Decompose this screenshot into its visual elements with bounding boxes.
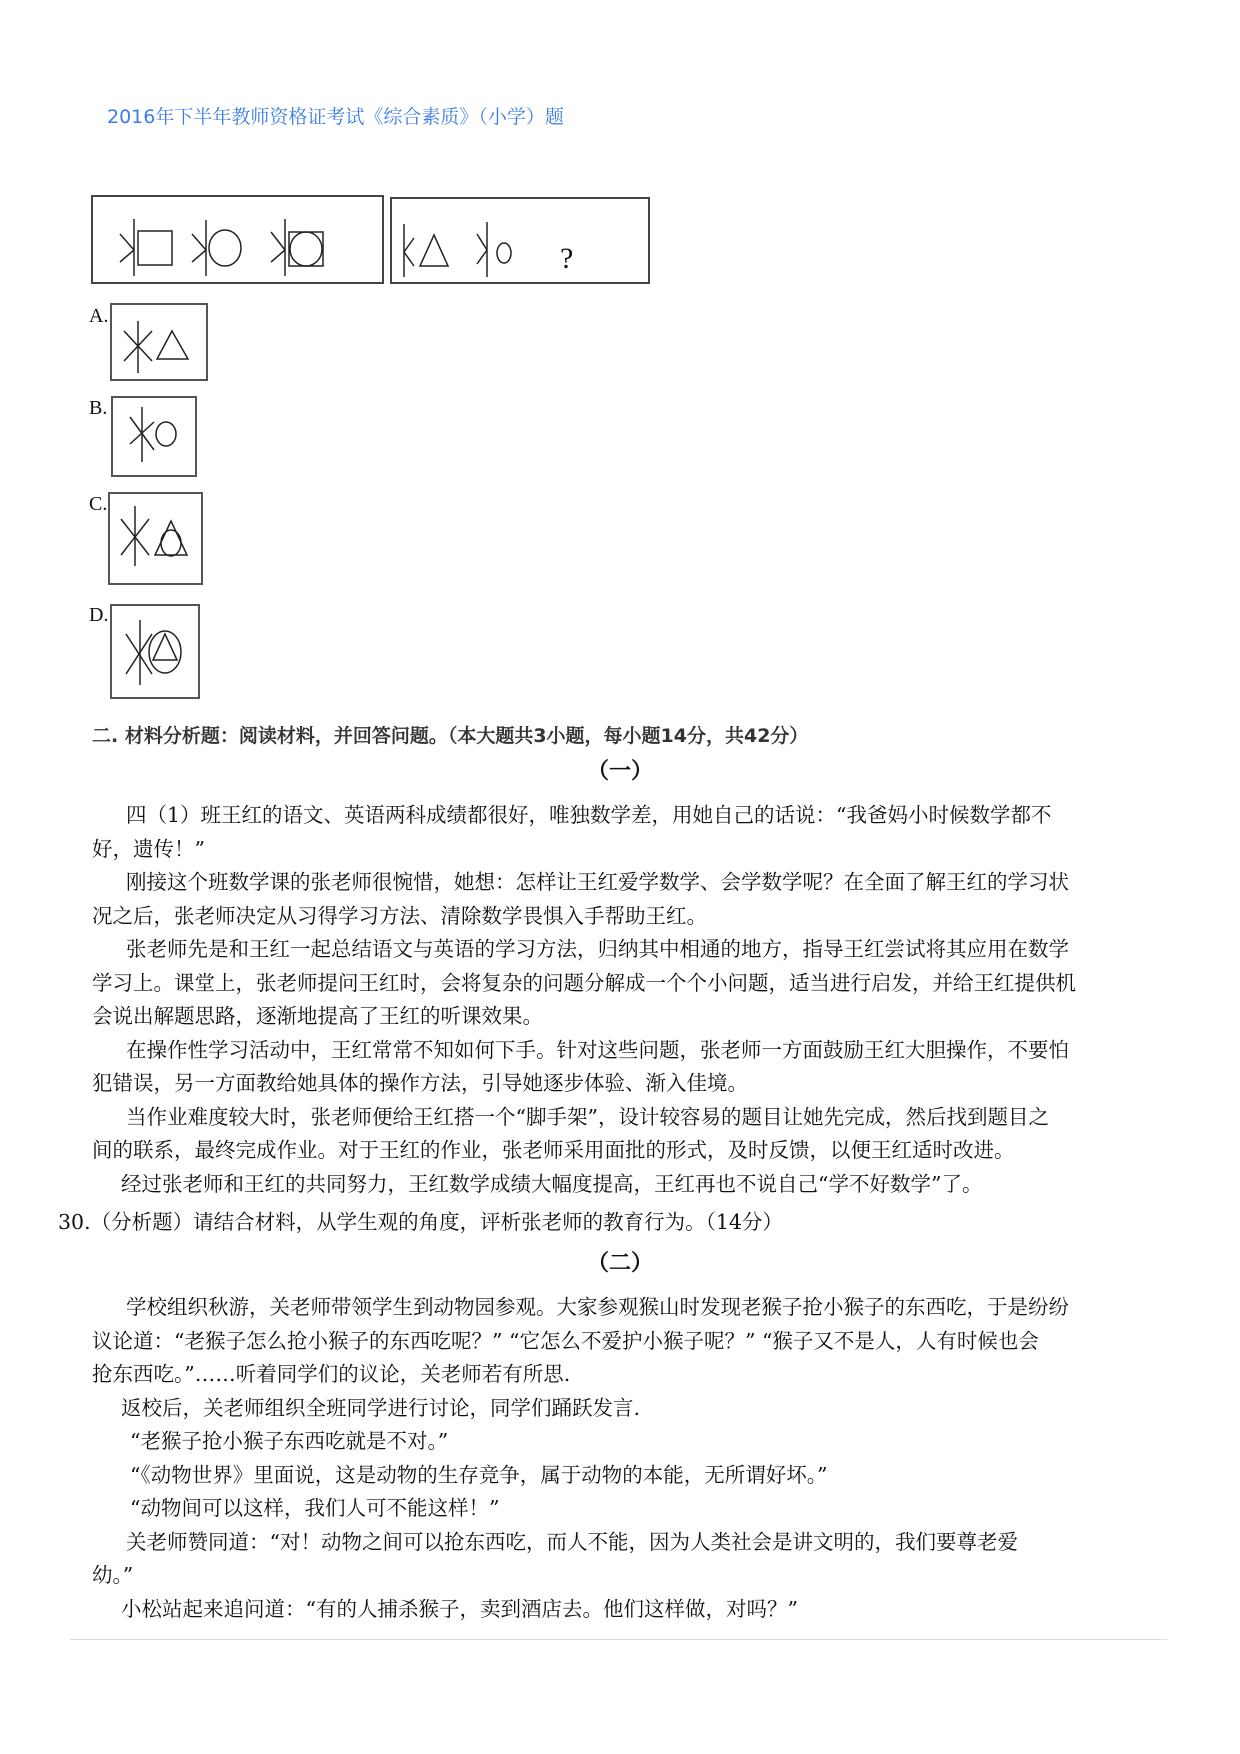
paragraph-line: 返校后，关老师组织全班同学进行讨论，同学们踊跃发言.	[121, 1396, 641, 1420]
paragraph-line: 幼。”	[92, 1563, 134, 1587]
paragraph-line: 刚接这个班数学课的张老师很惋惜，她想：怎样让王红爱学数学、会学数学呢？在全面了解王红的学习状	[126, 870, 1069, 894]
paragraph-line: “动物间可以这样，我们人可不能这样！”	[130, 1496, 500, 1520]
question-mark: ?	[560, 242, 574, 275]
paragraph-line: 间的联系，最终完成作业。对于王红的作业，张老师采用面批的形式，及时反馈，以便王红适时改进。	[92, 1138, 1015, 1162]
paragraph-line: 在操作性学习活动中，王红常常不知如何下手。针对这些问题，张老师一方面鼓励王红大胆操作，不要怕	[126, 1038, 1069, 1062]
document-title: 2016年下半年教师资格证考试《综合素质》（小学）题	[107, 106, 564, 128]
question-30: 30.（分析题）请结合材料，从学生观的角度，评析张老师的教育行为。（14分）	[58, 1210, 783, 1234]
symbol-line-square-circle	[271, 219, 323, 276]
paragraph-line: 关老师赞同道：“对！动物之间可以抢东西吃，而人不能，因为人类社会是讲文明的，我们要尊老爱	[126, 1530, 1018, 1554]
paragraph-line: 会说出解题思路，逐渐地提高了王红的听课效果。	[92, 1004, 543, 1028]
paragraph-line: 当作业难度较大时，张老师便给王红搭一个“脚手架”，设计较容易的题目让她先完成，然后找到题目之	[126, 1105, 1049, 1129]
sequence-box-2	[391, 198, 649, 283]
paragraph-line: 抢东西吃。”……听着同学们的议论，关老师若有所思.	[92, 1362, 571, 1386]
paragraph-line: 犯错误，另一方面教给她具体的操作方法，引导她逐步体验、渐入佳境。	[92, 1071, 748, 1095]
option-c-label: C.	[89, 493, 108, 515]
paragraph-line: 好，遗传！”	[92, 837, 205, 861]
symbol-line-square	[120, 219, 172, 276]
option-c-figure[interactable]	[108, 492, 205, 586]
option-a-figure[interactable]	[110, 303, 210, 383]
symbol-line-triangle	[404, 224, 448, 277]
figure-sequence	[90, 194, 655, 286]
paragraph-line: 学习上。课堂上，张老师提问王红时，会将复杂的问题分解成一个个小问题，适当进行启发，并给王红提供机	[92, 971, 1076, 995]
paragraph-line: 张老师先是和王红一起总结语文与英语的学习方法，归纳其中相通的地方，指导王红尝试将其应用在数学	[126, 937, 1069, 961]
option-d-figure[interactable]	[110, 604, 202, 700]
symbol-line-small-circle	[477, 222, 511, 277]
option-b-figure[interactable]	[111, 396, 199, 478]
section-heading: 二. 材料分析题：阅读材料，并回答问题。（本大题共3小题，每小题14分，共42分）	[92, 725, 809, 747]
paragraph-line: 况之后，张老师决定从习得学习方法、清除数学畏惧入手帮助王红。	[92, 904, 707, 928]
paragraph-line: 小松站起来追问道：“有的人捕杀猴子，卖到酒店去。他们这样做，对吗？”	[121, 1597, 798, 1621]
option-a-label: A.	[89, 305, 109, 327]
part-2-title: （二）	[586, 1250, 653, 1276]
paragraph-line: 经过张老师和王红的共同努力，王红数学成绩大幅度提高，王红再也不说自己“学不好数学”了。	[121, 1172, 983, 1196]
paragraph-line: “老猴子抢小猴子东西吃就是不对。”	[130, 1429, 449, 1453]
paragraph-line: 议论道：“老猴子怎么抢小猴子的东西吃呢？” “它怎么不爱护小猴子呢？” “猴子又不是人，人有时候也会	[92, 1329, 1039, 1353]
option-b-label: B.	[89, 397, 108, 419]
sequence-box-1	[92, 196, 383, 283]
symbol-line-circle	[192, 220, 241, 276]
paragraph-line: 学校组织秋游，关老师带领学生到动物园参观。大家参观猴山时发现老猴子抢小猴子的东西吃，于是纷纷	[126, 1295, 1069, 1319]
paragraph-line: “《动物世界》里面说，这是动物的生存竞争，属于动物的本能，无所谓好坏。”	[130, 1463, 828, 1487]
page-divider	[70, 1639, 1167, 1640]
paragraph-line: 四（1）班王红的语文、英语两科成绩都很好，唯独数学差，用她自己的话说：“我爸妈小时候数学都不	[126, 803, 1052, 827]
part-1-title: （一）	[586, 758, 653, 784]
option-d-label: D.	[89, 604, 109, 626]
